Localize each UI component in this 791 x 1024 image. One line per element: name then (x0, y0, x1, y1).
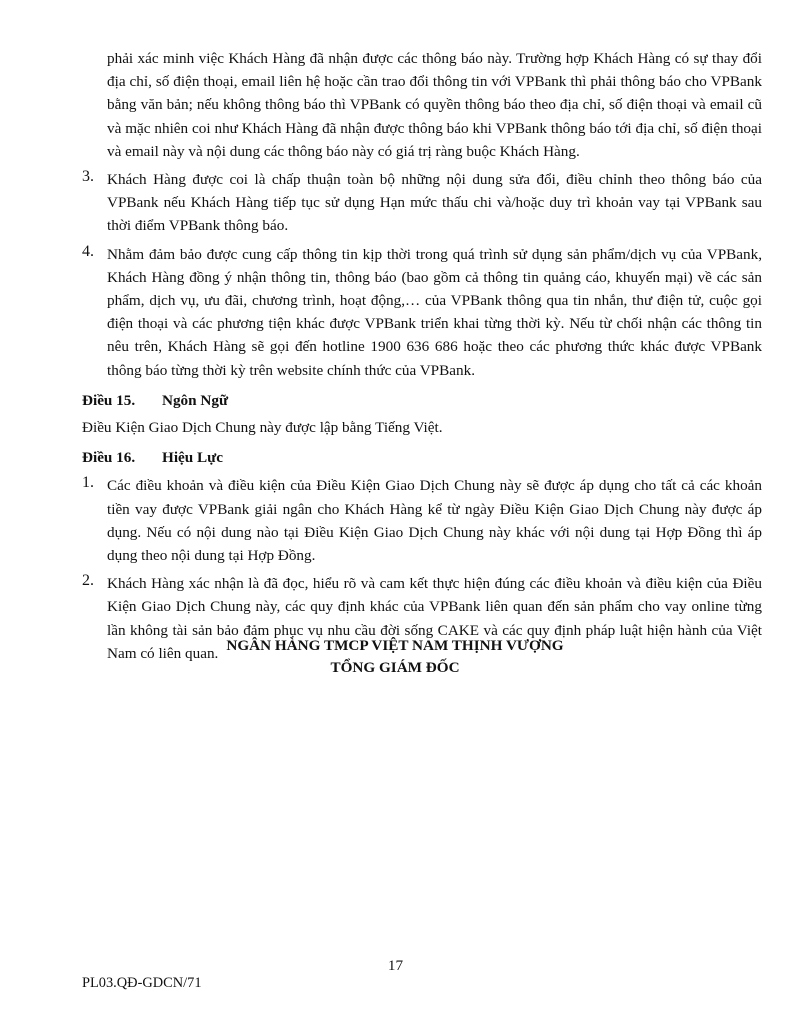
document-code: PL03.QĐ-GDCN/71 (82, 975, 202, 991)
list-item (82, 474, 762, 567)
page-number: 17 (387, 957, 404, 974)
item-number: 4. (82, 242, 94, 260)
signature-block (0, 635, 790, 679)
item-number: 1. (82, 474, 94, 492)
bank-name: NGÂN HÀNG TMCP VIỆT NAM THỊNH VƯỢNG (226, 637, 564, 654)
article-15-text: Điều Kiện Giao Dịch Chung này được lập bằng Tiếng Việt. (82, 419, 443, 437)
document-body (82, 47, 762, 665)
signatory-title: TỔNG GIÁM ĐỐC (330, 659, 460, 676)
continuation-paragraph: phải xác minh việc Khách Hàng đã nhận được các thông báo này. Trường hợp Khách Hàng có sự thay đổi địa chỉ, số điện thoại, email liên hệ hoặc cần trao đổi thông tin với VPBank thì phải thông báo cho VPBank bằng văn bản; nếu không thông báo thì VPBank có quyền thông báo theo địa chỉ, số điện thoại và email cũ và mặc nhiên coi như Khách Hàng đã nhận được thông báo khi VPBank thông báo tới địa chỉ, số điện thoại và email này và nội dung các thông báo này có giá trị ràng buộc Khách Hàng. (107, 50, 762, 160)
item-text: Khách Hàng xác nhận là đã đọc, hiểu rõ và cam kết thực hiện đúng các điều khoản và điều kiện của Điều Kiện Giao Dịch Chung này, các quy định khác của VPBank liên quan đến sản phẩm cho vay online từng lần không tài sản bảo đảm phục vụ nhu cầu đời sống CAKE và các quy định pháp luật hiện hành của Việt Nam có liên quan. (107, 575, 762, 662)
list-item (82, 243, 762, 382)
item-number: 2. (82, 572, 94, 590)
article-15-heading (82, 389, 762, 412)
item-text: Khách Hàng được coi là chấp thuận toàn bộ những nội dung sửa đổi, điều chỉnh theo thông báo của VPBank nếu Khách Hàng tiếp tục sử dụng Hạn mức thấu chi và/hoặc duy trì khoản vay tại VPBank sau thời điểm VPBank thông báo. (107, 171, 762, 235)
list-item (82, 168, 762, 238)
item-text: Các điều khoản và điều kiện của Điều Kiện Giao Dịch Chung này sẽ được áp dụng cho tất cả các khoản tiền vay được VPBank giải ngân cho Khách Hàng kể từ ngày Điều Kiện Giao Dịch Chung này được áp dụng. Nếu có nội dung nào tại Điều Kiện Giao Dịch Chung này khác với nội dung tại Hợp Đồng thì áp dụng theo nội dung tại Hợp Đồng. (107, 477, 762, 565)
item-text: Nhằm đảm bảo được cung cấp thông tin kịp thời trong quá trình sử dụng sản phẩm/dịch vụ của VPBank, Khách Hàng đồng ý nhận thông tin, thông báo (bao gồm cả thông tin quảng cáo, khuyến mại) về các sản phẩm, dịch vụ, ưu đãi, chương trình, hoạt động,… của VPBank thông qua tin nhắn, thư điện tử, cuộc gọi điện thoại và các phương tiện khác được VPBank triển khai từng thời kỳ. Nếu từ chối nhận các thông tin nêu trên, Khách Hàng sẽ gọi đến hotline 1900 636 686 hoặc theo các phương thức khác được VPBank thông báo từng thời kỳ trên website chính thức của VPBank. (107, 245, 762, 379)
article-number: Điều 16. (82, 449, 136, 467)
article-16-heading (82, 446, 762, 469)
article-title: Ngôn Ngữ (162, 391, 229, 409)
item-number: 3. (82, 168, 94, 186)
article-number: Điều 15. (82, 391, 136, 409)
article-title: Hiệu Lực (162, 449, 224, 467)
